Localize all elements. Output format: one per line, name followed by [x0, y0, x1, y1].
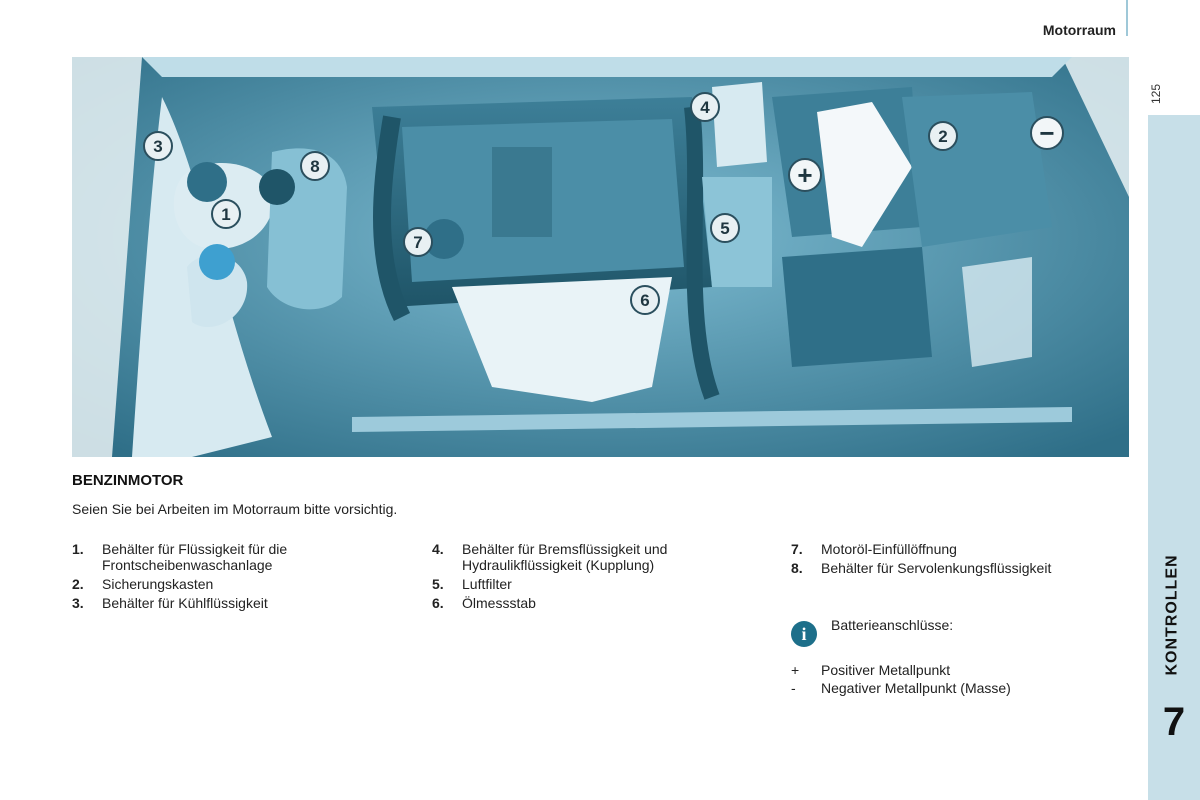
section-heading: BENZINMOTOR: [72, 472, 184, 489]
list-item: [432, 595, 762, 611]
callout-1: [212, 200, 240, 228]
engine-bay-illustration: [72, 57, 1129, 457]
list-item: [791, 560, 1111, 576]
item-text: Behälter für Bremsflüssigkeit und Hydraulikflüssigkeit (Kupplung): [462, 541, 668, 573]
callout-8: [301, 152, 329, 180]
page-number: 125: [1149, 83, 1163, 104]
item-text: Motoröl-Einfüllöffnung: [821, 541, 957, 557]
info-icon: i: [791, 621, 817, 647]
callout-3-label: 3: [153, 137, 163, 156]
chapter-tab-text: KONTROLLEN: [1164, 554, 1182, 676]
callout-4: [691, 93, 719, 121]
item-number: 8.: [791, 560, 803, 576]
parts-list-column-1: [72, 541, 402, 614]
callout-2-label: 2: [938, 127, 948, 146]
parts-list-column-3: [791, 541, 1111, 579]
positive-terminal-marker: [789, 159, 821, 191]
item-number: 4.: [432, 541, 444, 557]
item-number: 7.: [791, 541, 803, 557]
list-item: [791, 541, 1111, 557]
terminal-text: Negativer Metallpunkt (Masse): [821, 680, 1011, 696]
callout-1-label: 1: [221, 205, 231, 224]
list-item: [432, 541, 762, 573]
section-title: Motorraum: [1042, 22, 1116, 38]
item-text: Behälter für Servolenkungsflüssigkeit: [821, 560, 1052, 576]
info-note: [791, 617, 953, 647]
list-item: [72, 576, 402, 592]
list-item: [72, 595, 402, 611]
negative-terminal-symbol: −: [1039, 118, 1055, 148]
list-item: [432, 576, 762, 592]
terminal-symbol: +: [791, 662, 800, 678]
callout-5: [711, 214, 739, 242]
item-number: 6.: [432, 595, 444, 611]
item-number: 2.: [72, 576, 84, 592]
item-text: Behälter für Flüssigkeit für die Frontscheibenwaschanlage: [102, 541, 288, 573]
callout-6-label: 6: [640, 291, 650, 310]
chapter-number: 7: [1162, 700, 1186, 744]
item-text: Luftfilter: [462, 576, 512, 592]
callout-5-label: 5: [720, 219, 730, 238]
callout-2: [929, 122, 957, 150]
item-text: Sicherungskasten: [102, 576, 214, 592]
parts-list-column-2: [432, 541, 762, 614]
item-number: 5.: [432, 576, 444, 592]
list-item: [791, 679, 1011, 697]
callout-7: [404, 228, 432, 256]
terminal-text: Positiver Metallpunkt: [821, 662, 951, 678]
negative-terminal-marker: [1031, 117, 1063, 149]
item-text: Ölmessstab: [462, 595, 536, 611]
callout-6: [631, 286, 659, 314]
list-item: [791, 661, 1011, 679]
header-rule: [1126, 0, 1128, 36]
callout-4-label: 4: [700, 98, 710, 117]
battery-terminals-list: [791, 661, 1011, 697]
chapter-tab-label: [1153, 540, 1193, 690]
info-text: Batterieanschlüsse:: [831, 617, 954, 633]
callout-8-label: 8: [310, 157, 320, 176]
item-number: 1.: [72, 541, 84, 557]
callout-7-label: 7: [413, 233, 423, 252]
item-number: 3.: [72, 595, 84, 611]
list-item: [72, 541, 402, 573]
item-text: Behälter für Kühlflüssigkeit: [102, 595, 268, 611]
positive-terminal-symbol: +: [797, 160, 813, 190]
intro-text: Seien Sie bei Arbeiten im Motorraum bitte vorsichtig.: [72, 501, 398, 517]
callout-3: [144, 132, 172, 160]
engine-bay-drawing: [72, 57, 1129, 457]
chapter-tab: [1148, 115, 1200, 800]
terminal-symbol: -: [791, 680, 796, 696]
